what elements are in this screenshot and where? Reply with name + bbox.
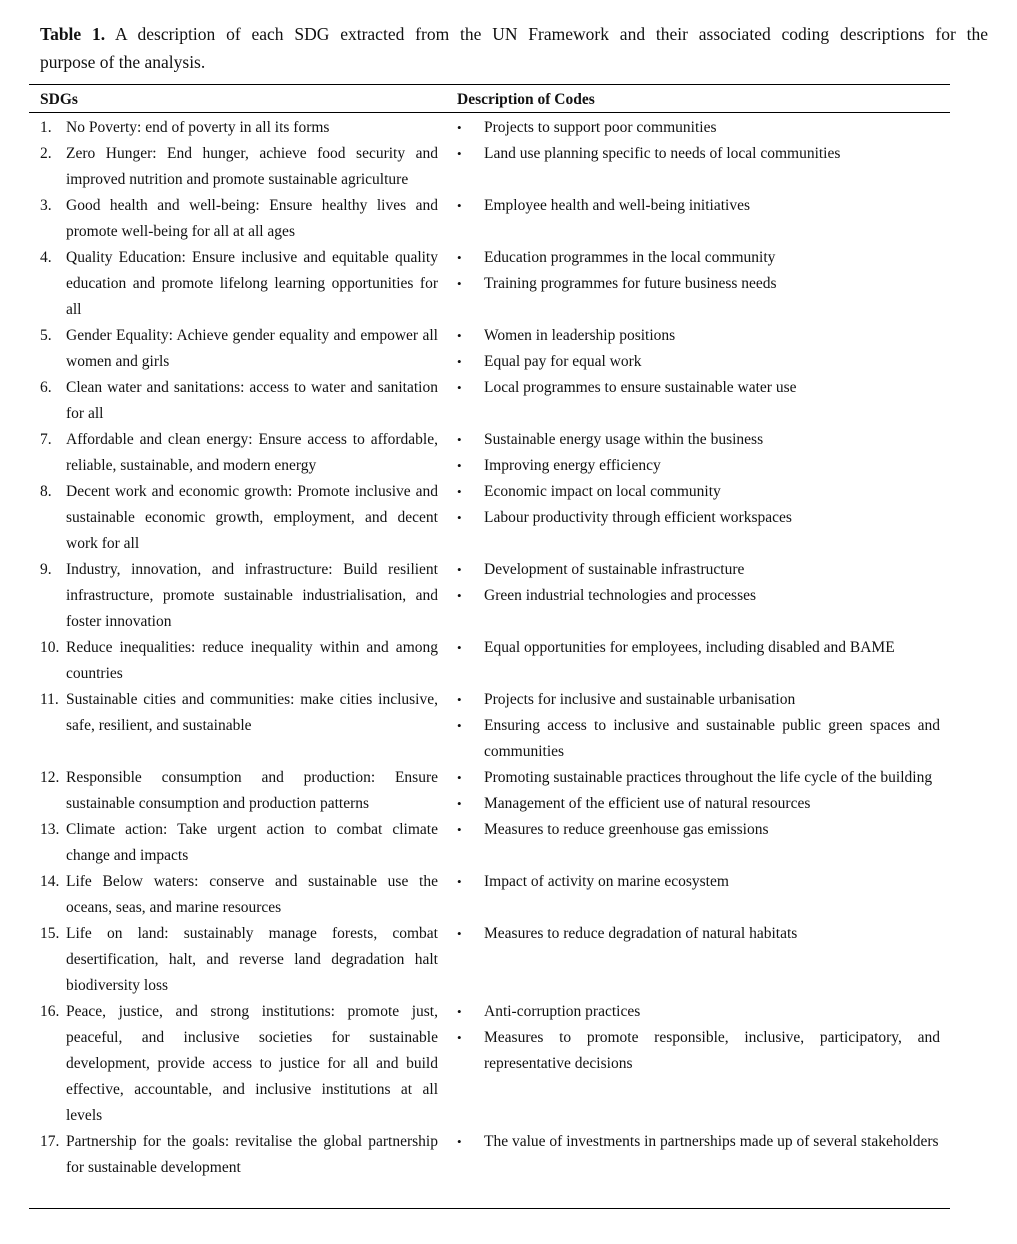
code-description: Equal opportunities for employees, including disabled and BAME xyxy=(484,639,895,656)
sdg-description: Zero Hunger: End hunger, achieve food security and improved nutrition and promote sustainable agriculture xyxy=(66,145,438,188)
sdg-cell xyxy=(0,115,438,141)
sdg-number: 14. xyxy=(40,873,60,890)
sdg-description: Quality Education: Ensure inclusive and equitable quality education and promote lifelong learning opportunities for all xyxy=(66,249,438,318)
table-row xyxy=(0,869,1017,921)
table-body xyxy=(0,115,1017,1181)
code-description: Management of the efficient use of natural resources xyxy=(484,795,811,812)
codes-cell xyxy=(455,765,940,817)
bullet-icon: • xyxy=(457,1030,462,1045)
sdg-number: 11. xyxy=(40,691,59,708)
bullet-icon: • xyxy=(457,328,462,343)
code-description: Anti-corruption practices xyxy=(484,1003,641,1020)
code-list-item xyxy=(455,687,940,713)
bullet-icon: • xyxy=(457,146,462,161)
table-row xyxy=(0,817,1017,869)
sdg-description: Sustainable cities and communities: make cities inclusive, safe, resilient, and sustainable xyxy=(66,691,438,734)
codes-cell xyxy=(455,687,940,765)
codes-cell xyxy=(455,323,940,375)
sdg-description: Gender Equality: Achieve gender equality and empower all women and girls xyxy=(66,327,438,370)
code-description: Employee health and well-being initiatives xyxy=(484,197,751,214)
sdg-number: 8. xyxy=(40,483,52,500)
sdg-cell xyxy=(0,765,438,817)
code-list-item xyxy=(455,141,940,167)
table-row xyxy=(0,323,1017,375)
sdg-number: 9. xyxy=(40,561,52,578)
sdg-cell xyxy=(0,999,438,1129)
sdg-cell xyxy=(0,245,438,323)
sdg-description: Decent work and economic growth: Promote inclusive and sustainable economic growth, employment, and decent work for all xyxy=(66,483,438,552)
codes-cell xyxy=(455,245,940,297)
bullet-icon: • xyxy=(457,250,462,265)
code-description: Ensuring access to inclusive and sustainable public green spaces and communities xyxy=(484,717,940,760)
sdg-description: Responsible consumption and production: Ensure sustainable consumption and production patterns xyxy=(66,769,438,812)
codes-cell xyxy=(455,479,940,531)
codes-cell xyxy=(455,635,940,661)
table-row xyxy=(0,141,1017,193)
code-list-item xyxy=(455,817,940,843)
codes-cell xyxy=(455,193,940,219)
sdg-number: 17. xyxy=(40,1133,60,1150)
codes-cell xyxy=(455,557,940,609)
sdg-number: 7. xyxy=(40,431,52,448)
code-description: Training programmes for future business needs xyxy=(484,275,777,292)
bullet-icon: • xyxy=(457,120,462,135)
table-row xyxy=(0,375,1017,427)
code-description: Land use planning specific to needs of local communities xyxy=(484,145,841,162)
sdg-number: 13. xyxy=(40,821,60,838)
bullet-icon: • xyxy=(457,874,462,889)
sdg-number: 16. xyxy=(40,1003,60,1020)
sdg-description: Climate action: Take urgent action to combat climate change and impacts xyxy=(66,821,438,864)
code-description: Measures to promote responsible, inclusive, participatory, and representative decisions xyxy=(484,1029,940,1072)
column-header-sdgs: SDGs xyxy=(40,91,78,108)
sdg-cell xyxy=(0,635,438,687)
code-list-item xyxy=(455,323,940,349)
caption-text-continued: purpose of the analysis. xyxy=(40,52,206,72)
code-description: Local programmes to ensure sustainable water use xyxy=(484,379,797,396)
code-description: Labour productivity through efficient workspaces xyxy=(484,509,792,526)
sdg-description: Life Below waters: conserve and sustainable use the oceans, seas, and marine resources xyxy=(66,873,438,916)
codes-cell xyxy=(455,999,940,1077)
sdg-number: 10. xyxy=(40,639,60,656)
table-row xyxy=(0,1129,1017,1181)
sdg-cell xyxy=(0,1129,438,1181)
sdg-number: 6. xyxy=(40,379,52,396)
code-list-item xyxy=(455,557,940,583)
code-list-item xyxy=(455,999,940,1025)
table-bottom-rule xyxy=(29,1208,950,1209)
sdg-cell xyxy=(0,687,438,765)
codes-cell xyxy=(455,817,940,843)
code-list-item xyxy=(455,1129,940,1155)
table-row xyxy=(0,635,1017,687)
sdg-number: 5. xyxy=(40,327,52,344)
table-top-rule xyxy=(29,84,950,85)
codes-cell xyxy=(455,115,940,141)
code-description: Improving energy efficiency xyxy=(484,457,661,474)
bullet-icon: • xyxy=(457,796,462,811)
code-description: Equal pay for equal work xyxy=(484,353,642,370)
code-description: Measures to reduce greenhouse gas emissions xyxy=(484,821,769,838)
code-description: Women in leadership positions xyxy=(484,327,676,344)
codes-cell xyxy=(455,869,940,895)
code-list-item xyxy=(455,791,940,817)
sdg-number: 3. xyxy=(40,197,52,214)
code-list-item xyxy=(455,713,940,765)
sdg-cell xyxy=(0,323,438,375)
code-description: Impact of activity on marine ecosystem xyxy=(484,873,729,890)
sdg-cell xyxy=(0,375,438,427)
table-row xyxy=(0,427,1017,479)
code-list-item xyxy=(455,453,940,479)
table-row xyxy=(0,921,1017,999)
code-list-item xyxy=(455,869,940,895)
code-description: Development of sustainable infrastructure xyxy=(484,561,745,578)
code-description: Education programmes in the local community xyxy=(484,249,776,266)
sdg-cell xyxy=(0,193,438,245)
code-list-item xyxy=(455,1025,940,1077)
header-rule xyxy=(29,112,950,113)
code-description: Promoting sustainable practices throughout the life cycle of the building xyxy=(484,769,933,786)
sdg-cell xyxy=(0,141,438,193)
codes-cell xyxy=(455,141,940,167)
code-list-item xyxy=(455,427,940,453)
code-list-item xyxy=(455,765,940,791)
sdg-cell xyxy=(0,921,438,999)
table-row xyxy=(0,193,1017,245)
bullet-icon: • xyxy=(457,510,462,525)
bullet-icon: • xyxy=(457,926,462,941)
bullet-icon: • xyxy=(457,640,462,655)
sdg-description: Good health and well-being: Ensure healthy lives and promote well-being for all at all ages xyxy=(66,197,438,240)
bullet-icon: • xyxy=(457,458,462,473)
code-description: Sustainable energy usage within the business xyxy=(484,431,764,448)
sdg-cell xyxy=(0,557,438,635)
bullet-icon: • xyxy=(457,198,462,213)
column-header-codes: Description of Codes xyxy=(457,91,595,108)
code-description: Measures to reduce degradation of natural habitats xyxy=(484,925,798,942)
table-row xyxy=(0,765,1017,817)
sdg-description: Partnership for the goals: revitalise the global partnership for sustainable development xyxy=(66,1133,438,1176)
code-list-item xyxy=(455,115,940,141)
bullet-icon: • xyxy=(457,484,462,499)
bullet-icon: • xyxy=(457,432,462,447)
table-row xyxy=(0,687,1017,765)
code-description: Projects to support poor communities xyxy=(484,119,717,136)
sdg-number: 12. xyxy=(40,769,60,786)
code-list-item xyxy=(455,635,940,661)
sdg-cell xyxy=(0,869,438,921)
sdg-description: Clean water and sanitations: access to water and sanitation for all xyxy=(66,379,438,422)
code-list-item xyxy=(455,505,940,531)
code-list-item xyxy=(455,245,940,271)
table-row xyxy=(0,999,1017,1129)
bullet-icon: • xyxy=(457,276,462,291)
sdg-number: 4. xyxy=(40,249,52,266)
bullet-icon: • xyxy=(457,1134,462,1149)
table-caption xyxy=(40,20,988,76)
codes-cell xyxy=(455,375,940,401)
code-description: The value of investments in partnerships made up of several stakeholders xyxy=(484,1133,939,1150)
bullet-icon: • xyxy=(457,562,462,577)
bullet-icon: • xyxy=(457,380,462,395)
bullet-icon: • xyxy=(457,692,462,707)
bullet-icon: • xyxy=(457,588,462,603)
bullet-icon: • xyxy=(457,718,462,733)
code-list-item xyxy=(455,479,940,505)
codes-cell xyxy=(455,427,940,479)
caption-text: A description of each SDG extracted from the UN Framework and their associated coding descriptions for the xyxy=(115,24,988,44)
table-row xyxy=(0,479,1017,557)
code-list-item xyxy=(455,375,940,401)
code-list-item xyxy=(455,193,940,219)
sdg-description: Life on land: sustainably manage forests, combat desertification, halt, and reverse land degradation halt biodiversity loss xyxy=(66,925,438,994)
sdg-description: Affordable and clean energy: Ensure access to affordable, reliable, sustainable, and modern energy xyxy=(66,431,438,474)
sdg-cell xyxy=(0,479,438,557)
sdg-description: Industry, innovation, and infrastructure: Build resilient infrastructure, promote sustainable industrialisation, and foster innovation xyxy=(66,561,438,630)
bullet-icon: • xyxy=(457,354,462,369)
table-row xyxy=(0,115,1017,141)
caption-label: Table 1. xyxy=(40,24,106,44)
sdg-number: 2. xyxy=(40,145,52,162)
code-description: Projects for inclusive and sustainable urbanisation xyxy=(484,691,796,708)
sdg-description: No Poverty: end of poverty in all its forms xyxy=(66,119,330,136)
code-description: Green industrial technologies and processes xyxy=(484,587,757,604)
code-description: Economic impact on local community xyxy=(484,483,721,500)
code-list-item xyxy=(455,583,940,609)
sdg-cell xyxy=(0,817,438,869)
caption-line-1 xyxy=(40,20,988,48)
code-list-item xyxy=(455,271,940,297)
table-row xyxy=(0,245,1017,323)
codes-cell xyxy=(455,1129,940,1155)
code-list-item xyxy=(455,921,940,947)
table-row xyxy=(0,557,1017,635)
bullet-icon: • xyxy=(457,770,462,785)
sdg-cell xyxy=(0,427,438,479)
code-list-item xyxy=(455,349,940,375)
sdg-description: Peace, justice, and strong institutions: promote just, peaceful, and inclusive societies for sustainable development, provide access to justice for all and build effective, accountable, and inclusive institutions at all levels xyxy=(66,1003,438,1124)
sdg-number: 1. xyxy=(40,119,52,136)
codes-cell xyxy=(455,921,940,947)
bullet-icon: • xyxy=(457,822,462,837)
sdg-number: 15. xyxy=(40,925,60,942)
sdg-description: Reduce inequalities: reduce inequality within and among countries xyxy=(66,639,438,682)
bullet-icon: • xyxy=(457,1004,462,1019)
